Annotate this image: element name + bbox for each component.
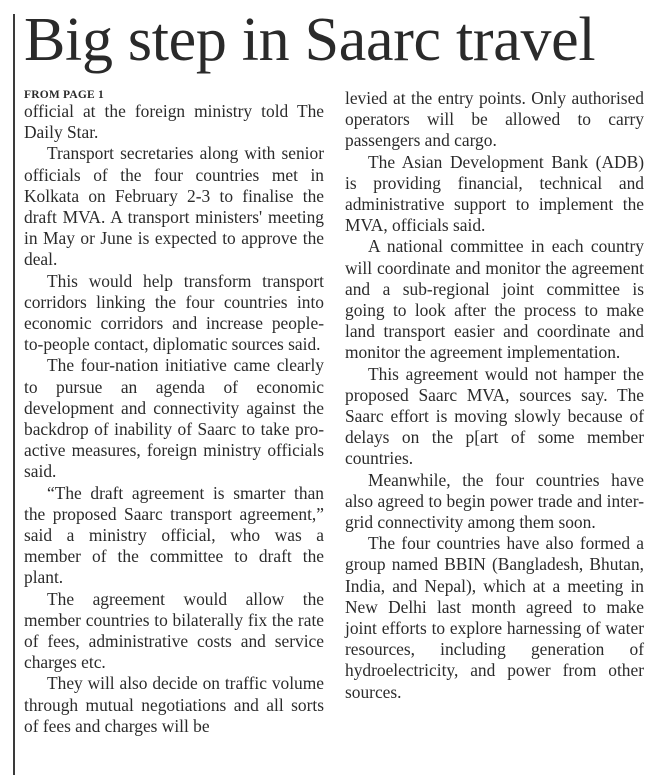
column-rule-left [13,14,15,775]
continuation-kicker: FROM PAGE 1 [24,89,104,101]
paragraph: The four countries have also formed a group named BBIN (Bangladesh, Bhutan, India, and Nepal), which at a meeting in New Delhi last month agreed to make joint efforts to explore harnessing of water resources, including generation of hydroelectricity, and power from other sources. [345,533,644,702]
paragraph: levied at the entry points. Only authorised operators will be allowed to carry passengers and cargo. [345,88,644,151]
paragraph: A national committee in each country will coordinate and monitor the agreement and a sub-regional joint committee is going to look after the process to make land transport easier and coordinate and monitor the agreement implementation. [345,236,644,363]
paragraph: Transport secretaries along with senior officials of the four countries met in Kolkata on February 2-3 to finalise the draft MVA. A transport ministers' meeting in May or June is expected to approve the deal. [24,143,324,270]
paragraph: The Asian Development Bank (ADB) is providing financial, technical and administrative support to implement the MVA, officials said. [345,151,644,236]
article-column-left [24,88,324,737]
paragraph-quote: “The draft agreement is smarter than the proposed Saarc transport agreement,” said a ministry official, who was a member of the committee to draft the plant. [24,482,324,588]
headline: Big step in Saarc travel [24,6,596,74]
paragraph: They will also decide on traffic volume through mutual negotiations and all sorts of fees and charges will be [24,673,324,736]
paragraph: This agreement would not hamper the proposed Saarc MVA, sources say. The Saarc effort is moving slowly because of delays on the p[art of some member countries. [345,363,644,469]
paragraph: Meanwhile, the four countries have also agreed to begin power trade and inter-grid connectivity among them soon. [345,469,644,533]
paragraph: The four-nation initiative came clearly to pursue an agenda of economic development and connectivity against the backdrop of inability of Saarc to take pro-active measures, foreign ministry officials said. [24,355,324,482]
paragraph: This would help transform transport corridors linking the four countries into economic corridors and increase people-to-people contact, diplomatic sources said. [24,270,324,355]
paragraph: The agreement would allow the member countries to bilaterally fix the rate of fees, administrative costs and service charges etc. [24,588,324,673]
article-column-right [345,88,644,703]
paragraph: official at the foreign ministry told The Daily Star. [24,101,324,143]
